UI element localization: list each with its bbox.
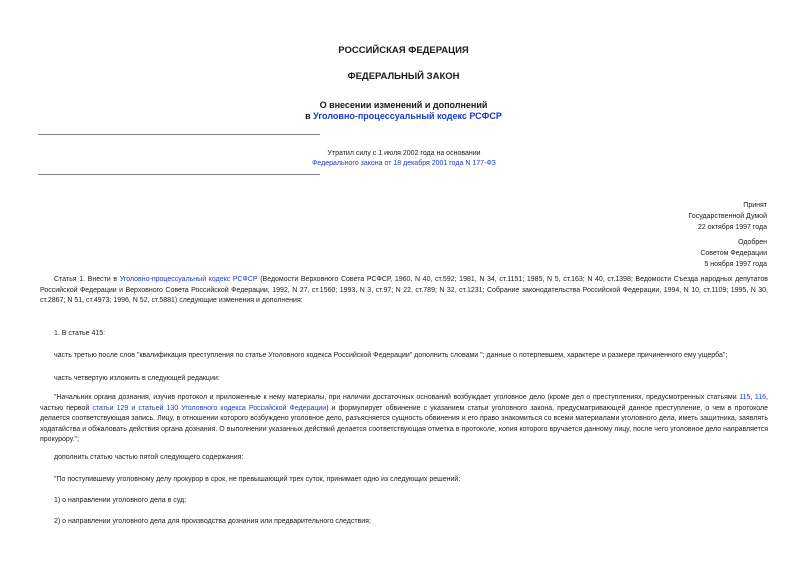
quote-b: , частью первой xyxy=(40,394,768,412)
article-1-code-link[interactable]: Уголовно-процессуальный кодекс РСФСР xyxy=(119,276,258,283)
approved-label: Одобрен xyxy=(738,239,767,246)
approved-date: 5 ноября 1997 года xyxy=(704,261,767,268)
article-1-prefix: Статья 1. Внести в xyxy=(54,276,120,283)
accepted-label: Принят xyxy=(743,202,767,209)
divider-top xyxy=(38,134,320,135)
part-5-new-text: "По поступившему уголовному делу прокурор в срок, не превышающий трех суток, принимает одно из следующих решений: xyxy=(54,476,461,483)
law-type-heading: ФЕДЕРАЛЬНЫЙ ЗАКОН xyxy=(347,71,460,82)
federal-law-link[interactable]: Федерального закона от 18 декабря 2001 года N 177-ФЗ xyxy=(312,160,496,167)
option-1: 1) о направлении уголовного дела в суд; xyxy=(54,497,187,504)
article-115-link[interactable]: 115 xyxy=(739,394,751,401)
part-3-amendment: часть третью после слов "квалификация преступления по статье Уголовного кодекса Российской Федерации" дополнить словами "; данные о потерпевшем, характере и размере причиненного ему ущерба"; xyxy=(54,352,728,359)
approved-block xyxy=(700,237,767,270)
approved-body: Советом Федерации xyxy=(700,250,767,257)
part-4-amendment: часть четвертую изложить в следующей редакции: xyxy=(54,375,220,382)
part-5-amendment: дополнить статью частью пятой следующего содержания: xyxy=(54,454,244,461)
accepted-block xyxy=(688,200,767,233)
country-heading: РОССИЙСКАЯ ФЕДЕРАЦИЯ xyxy=(338,45,469,56)
part-4-new-text xyxy=(40,393,768,446)
item-1: 1. В статье 415: xyxy=(54,330,106,337)
article-1-paragraph xyxy=(40,275,768,307)
articles-129-130-link[interactable]: статьи 129 и статьей 130 Уголовного кодекса Российской Федерации xyxy=(92,404,327,412)
code-link[interactable]: Уголовно-процессуальный кодекс РСФСР xyxy=(313,111,502,121)
option-2: 2) о направлении уголовного дела для производства дознания или предварительного следствия; xyxy=(54,518,371,525)
accepted-body: Государственной Думой xyxy=(688,213,767,220)
divider-bottom xyxy=(38,174,320,175)
law-title-line1: О внесении изменений и дополнений xyxy=(319,100,488,110)
title-prefix: в xyxy=(305,111,314,121)
quote-a: "Начальник органа дознания, изучив протокол и приложенные к нему материалы, при наличии достаточных оснований возбуждает уголовное дело (кроме дел о преступлениях, предусмотренных статьями xyxy=(54,394,740,401)
loss-of-force-text: Утратил силу с 1 июля 2002 года на основании xyxy=(327,150,481,157)
loss-of-force-line xyxy=(38,160,770,167)
separator: , xyxy=(750,394,755,401)
quote-c: ) и формулирует обвинение с указанием статьи уголовного закона, предусматривающей данное преступление, о чем в протоколе делается соответствующая запись. Лицу, в отношении которого возбуждено уголовное дело, разъясняется сущность обвинения и его право знакомиться со всеми материалами уголовного дела, иметь защитника, заявлять ходатайства и обжаловать действия органа дознания. О выполнении указанных действий делается соответствующая отметка в протоколе, копия которого вручается данному лицу, после чего уголовное дело направляется прокурору."; xyxy=(40,404,768,443)
law-title-line2 xyxy=(0,111,807,121)
article-1-rest: (Ведомости Верховного Совета РСФСР, 1960, N 40, ст.592; 1981, N 34, ст.1151; 1985, N 5, ст.163; N 40, ст.1398; Ведомости Съезда народных депутатов Российской Федерации и Верховного Совета Российской Федерации, 1992, N 27, ст.1560; 1993, N 3, ст.97; N 22, ст.789; N 32, ст.1231; Собрание законодательства Российской Федерации, 1994, N 10, ст.1109; 1995, N 30, ст.2867; N 51, ст.4973; 1996, N 52, ст.5881) следующие изменения и дополнения: xyxy=(40,276,768,304)
article-116-link[interactable]: 116 xyxy=(754,394,767,401)
accepted-date: 22 октября 1997 года xyxy=(698,224,767,231)
